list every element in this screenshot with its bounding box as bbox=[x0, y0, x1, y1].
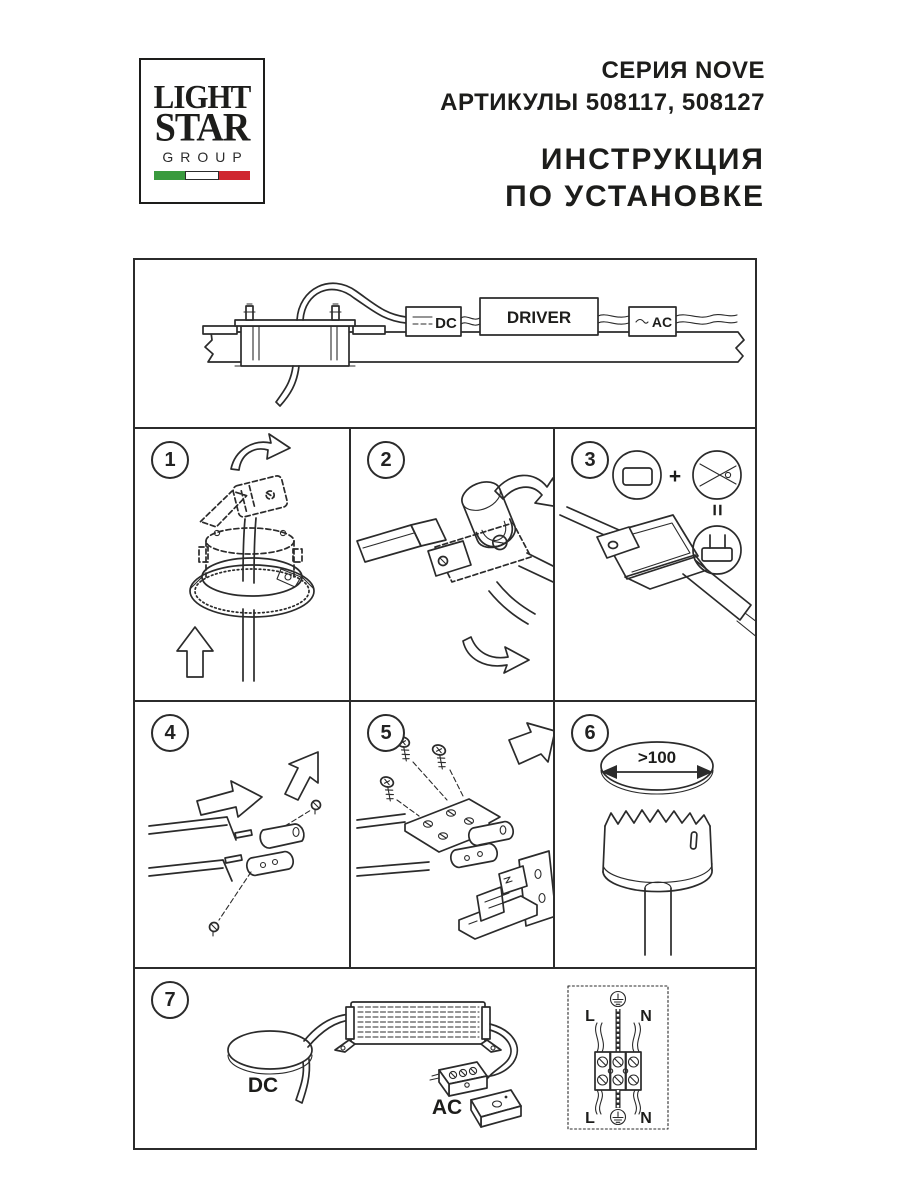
step2-cell bbox=[351, 429, 553, 700]
step6-cell bbox=[555, 702, 755, 967]
hole-saw bbox=[603, 810, 712, 955]
up-arrow-icon bbox=[177, 627, 213, 677]
fixture-bolt bbox=[330, 304, 341, 320]
hole-dimension bbox=[601, 742, 713, 794]
rail-lower bbox=[357, 862, 429, 876]
step4-number: 4 bbox=[151, 714, 189, 752]
instruction-sheet bbox=[133, 258, 757, 1150]
logo-star: STAR bbox=[154, 105, 250, 150]
flat-cable-lower bbox=[683, 560, 751, 620]
screw-lower bbox=[210, 923, 219, 937]
cable-driver-ac bbox=[598, 315, 629, 324]
rotate-right-arrow-icon bbox=[463, 637, 529, 673]
step5-number: 5 bbox=[367, 714, 405, 752]
stripped-cable-icon bbox=[693, 526, 741, 574]
screw-icon bbox=[428, 743, 451, 769]
overview-diagram bbox=[135, 260, 755, 427]
strap-right bbox=[519, 553, 553, 582]
earth-symbol-bottom bbox=[611, 1110, 626, 1125]
fixture-wire bbox=[276, 366, 299, 406]
screw-axis-lower bbox=[219, 872, 251, 920]
cable-end-icon bbox=[613, 451, 661, 499]
doc-title-line1: ИНСТРУКЦИЯ bbox=[540, 143, 765, 176]
dc-label: DC bbox=[247, 1074, 279, 1097]
terminal-cover bbox=[471, 1090, 521, 1127]
overview-panel bbox=[135, 260, 755, 427]
strap-tail bbox=[489, 582, 535, 624]
flag-white bbox=[185, 171, 218, 180]
step2-number: 2 bbox=[367, 441, 405, 479]
recessed-fixture bbox=[203, 304, 385, 406]
ac-terminal-block bbox=[430, 1062, 487, 1096]
wire-n-top bbox=[633, 1023, 641, 1052]
step1-cell bbox=[135, 429, 349, 700]
lightstar-logo bbox=[139, 58, 265, 204]
wire-l-top bbox=[596, 1023, 604, 1052]
plus-sign: + bbox=[668, 465, 682, 488]
doc-title-line2: ПО УСТАНОВКЕ bbox=[505, 180, 765, 213]
logo-light: LIGHT bbox=[153, 77, 251, 115]
screw-icon bbox=[376, 775, 399, 801]
cutters-icon bbox=[693, 451, 741, 499]
logo-group: GROUP bbox=[162, 148, 249, 165]
rotate-arrow-icon bbox=[231, 434, 290, 470]
insert-arrow-right-icon bbox=[197, 781, 262, 817]
screw-axis-upper bbox=[285, 810, 311, 826]
loop-cable bbox=[297, 283, 406, 323]
dc-cable bbox=[304, 1014, 351, 1047]
flag-green bbox=[154, 171, 185, 180]
lower-connector bbox=[247, 852, 293, 876]
wiring-diagram bbox=[568, 986, 668, 1129]
neutral-label-top: N bbox=[640, 1008, 652, 1025]
ac-label: AC bbox=[431, 1096, 463, 1119]
italian-flag-icon bbox=[154, 171, 250, 180]
ring-cable bbox=[243, 609, 254, 681]
driver-box bbox=[480, 298, 598, 335]
line-label-top: L bbox=[585, 1008, 595, 1025]
led-rail bbox=[149, 817, 252, 881]
dc-connector bbox=[406, 307, 461, 336]
header-block bbox=[440, 55, 765, 215]
neutral-label-bottom: N bbox=[640, 1110, 652, 1127]
trim-ring bbox=[190, 558, 314, 617]
step7-number: 7 bbox=[151, 981, 189, 1019]
ac-label: AC bbox=[651, 314, 673, 330]
buckle-on-cable bbox=[597, 515, 707, 589]
terminal-strip bbox=[595, 1052, 641, 1090]
fixture-bolt bbox=[244, 304, 255, 320]
wire-l-bottom bbox=[596, 1090, 603, 1114]
rotate-down-arrow-icon bbox=[495, 475, 553, 507]
step3-number: 3 bbox=[571, 441, 609, 479]
cable-dc-driver bbox=[461, 317, 480, 325]
rail-upper bbox=[357, 814, 405, 828]
insert-arrow-down-icon bbox=[285, 752, 318, 800]
earth-symbol-top bbox=[611, 992, 626, 1007]
articles-line: АРТИКУЛЫ 508117, 508127 bbox=[440, 89, 765, 116]
step7-panel bbox=[135, 969, 755, 1148]
series-title: СЕРИЯ NOVE bbox=[601, 57, 765, 84]
step4-cell bbox=[135, 702, 349, 967]
screw-upper bbox=[312, 801, 321, 815]
assembly-arrow-icon bbox=[509, 723, 553, 764]
ac-connector bbox=[629, 307, 676, 336]
dc-label: DC bbox=[435, 315, 457, 332]
step3-cell bbox=[555, 429, 755, 700]
upper-connector bbox=[260, 824, 304, 848]
step6-number: 6 bbox=[571, 714, 609, 752]
cable-pins bbox=[737, 613, 755, 638]
step1-number: 1 bbox=[151, 441, 189, 479]
equals-sign: = bbox=[705, 503, 728, 517]
driver-unit bbox=[335, 1002, 501, 1052]
flag-red bbox=[219, 171, 250, 180]
cable-clip bbox=[194, 475, 289, 530]
step7-illustration bbox=[135, 969, 755, 1148]
line-label-bottom: L bbox=[585, 1110, 595, 1127]
cable-ac-mains bbox=[676, 315, 737, 325]
diameter-label: >100 bbox=[637, 748, 677, 767]
driver-label: DRIVER bbox=[506, 308, 572, 327]
step5-cell bbox=[351, 702, 553, 967]
